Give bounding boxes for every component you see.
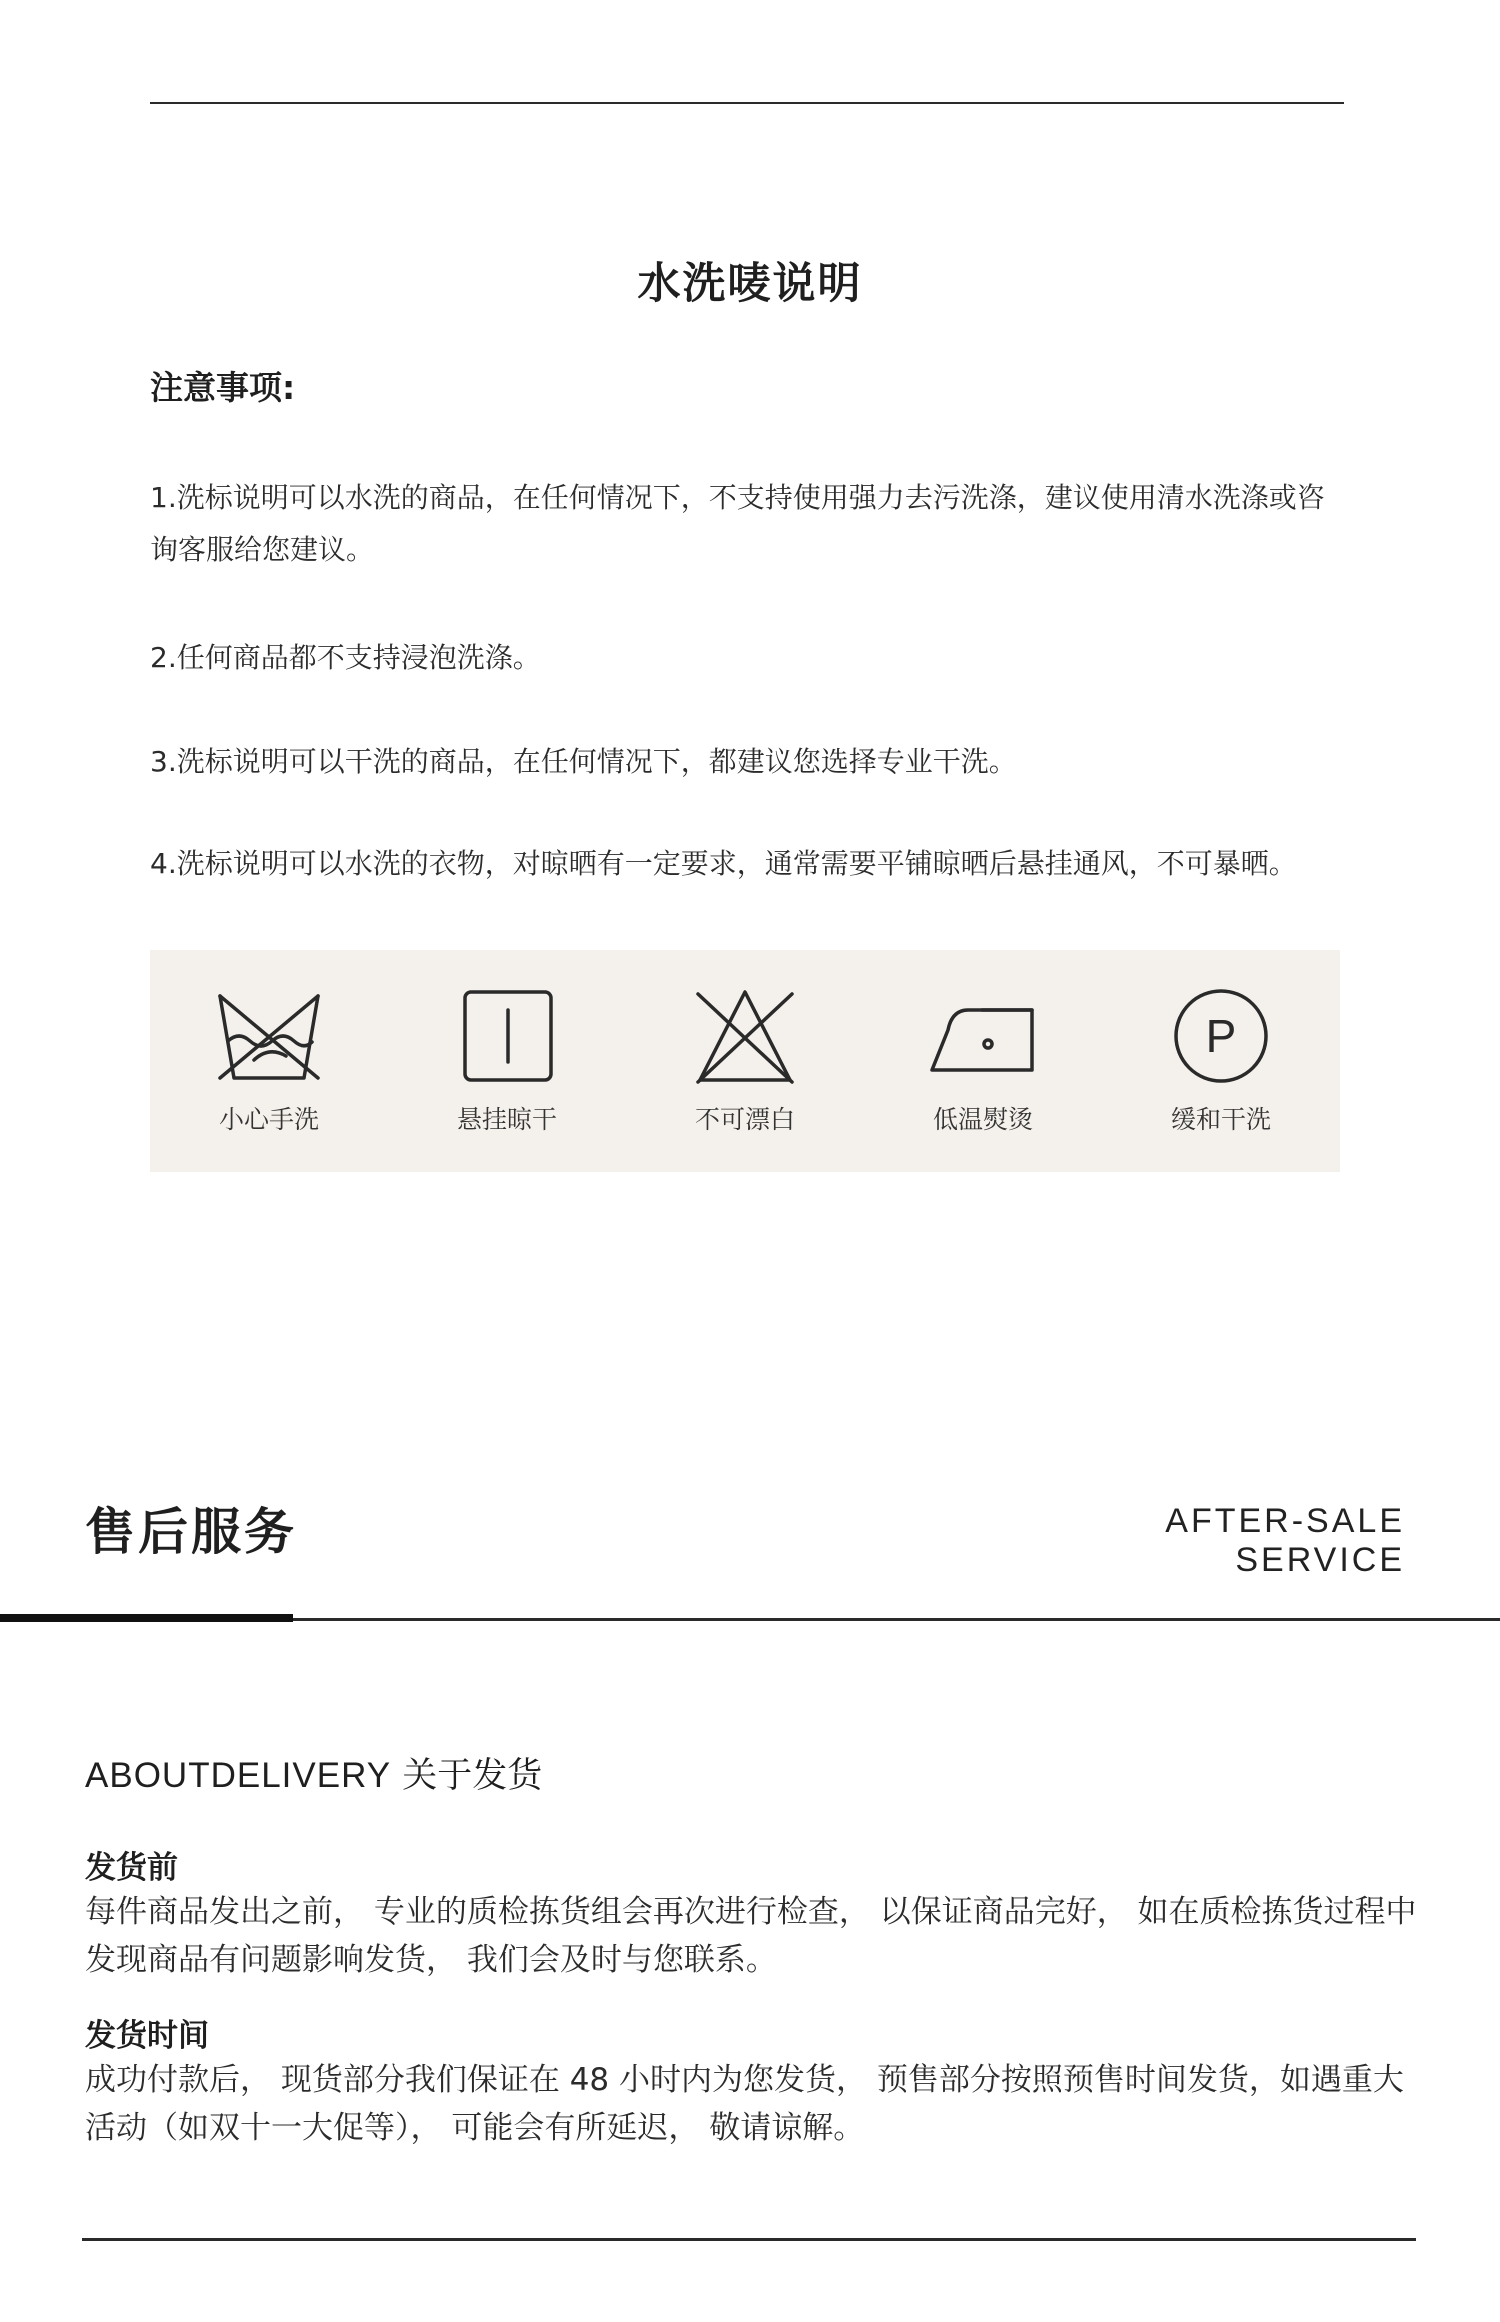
after-sale-title: 售后服务 bbox=[85, 1503, 297, 1561]
care-label-hang-dry: 悬挂晾干 bbox=[456, 1105, 557, 1134]
bottom-divider bbox=[82, 2238, 1416, 2241]
before-shipping-title: 发货前 bbox=[85, 1850, 178, 1886]
care-symbol-hand-wash bbox=[150, 950, 388, 1172]
note-4: 4.洗标说明可以水洗的衣物，对晾晒有一定要求，通常需要平铺晾晒后悬挂通风，不可暴晒。 bbox=[150, 847, 1297, 880]
after-sale-divider-accent bbox=[0, 1614, 293, 1622]
care-symbol-dry-clean bbox=[1102, 950, 1340, 1172]
low-iron-icon bbox=[928, 986, 1038, 1086]
note-2: 2.任何商品都不支持浸泡洗涤。 bbox=[150, 641, 541, 674]
no-bleach-icon bbox=[690, 986, 800, 1086]
before-shipping-body: 每件商品发出之前， 专业的质检拣货组会再次进行检查， 以保证商品完好， 如在质检拣货过程中发现商品有问题影响发货， 我们会及时与您联系。 bbox=[85, 1894, 1417, 1978]
top-divider bbox=[150, 102, 1344, 104]
care-symbol-no-bleach bbox=[626, 950, 864, 1172]
care-label-low-iron: 低温熨烫 bbox=[932, 1105, 1033, 1134]
delivery-heading-en: ABOUTDELIVERY bbox=[85, 1756, 392, 1795]
hang-dry-icon bbox=[452, 986, 562, 1086]
dry-clean-letter: P bbox=[1205, 1010, 1237, 1062]
notes-heading: 注意事项: bbox=[150, 368, 296, 407]
note-3: 3.洗标说明可以干洗的商品，在任何情况下，都建议您选择专业干洗。 bbox=[150, 745, 1017, 778]
delivery-heading bbox=[85, 1748, 542, 1798]
shipping-time-body: 成功付款后， 现货部分我们保证在 48 小时内为您发货， 预售部分按照预售时间发货，如遇重大活动（如双十一大促等）， 可能会有所延迟， 敬请谅解。 bbox=[85, 2062, 1404, 2146]
dry-clean-p-icon bbox=[1166, 986, 1276, 1086]
after-sale-subtitle: AFTER-SALE SERVICE bbox=[1165, 1502, 1405, 1579]
hand-wash-icon bbox=[214, 986, 324, 1086]
delivery-heading-cn: 关于发货 bbox=[402, 1756, 543, 1796]
care-label-dry-clean: 缓和干洗 bbox=[1170, 1105, 1271, 1134]
wash-label-title: 水洗唛说明 bbox=[637, 259, 863, 309]
care-symbols-panel bbox=[150, 950, 1340, 1172]
shipping-time-title: 发货时间 bbox=[85, 2018, 209, 2054]
care-symbol-low-iron bbox=[864, 950, 1102, 1172]
care-label-no-bleach: 不可漂白 bbox=[694, 1105, 795, 1134]
care-label-hand-wash: 小心手洗 bbox=[218, 1105, 319, 1134]
note-1: 1.洗标说明可以水洗的商品，在任何情况下，不支持使用强力去污洗涤，建议使用清水洗涤或咨询客服给您建议。 bbox=[150, 481, 1325, 566]
care-symbol-hang-dry bbox=[388, 950, 626, 1172]
